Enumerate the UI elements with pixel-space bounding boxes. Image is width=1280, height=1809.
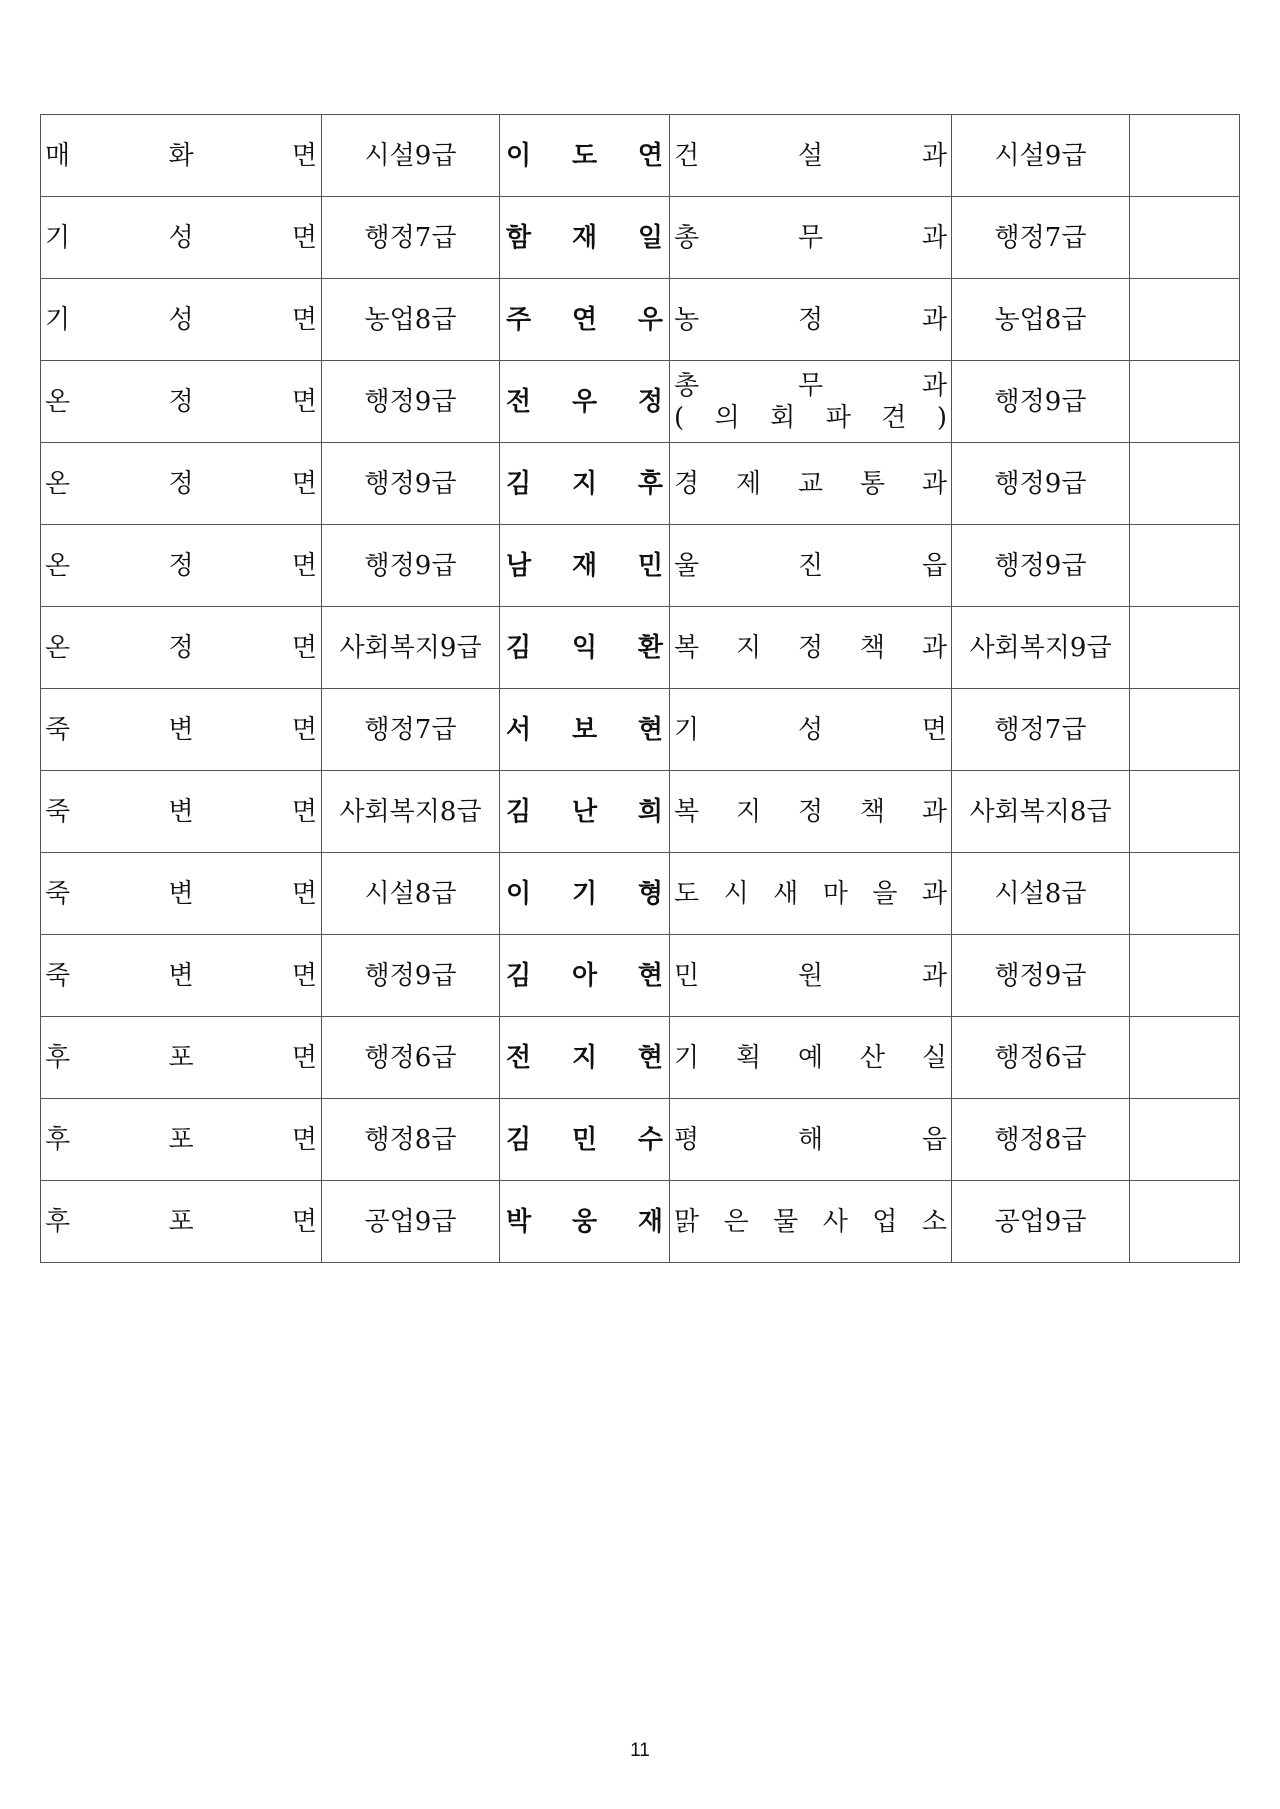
to-office	[674, 140, 947, 172]
from-office-char: 성	[168, 304, 194, 335]
to-office-char: 맑	[674, 1206, 700, 1237]
from-office-cell	[41, 853, 322, 935]
from-office-char: 죽	[45, 714, 71, 745]
to-office-char: 지	[735, 796, 762, 827]
from-office-char: 기	[45, 304, 71, 335]
employee-name	[504, 304, 665, 336]
to-office-char: 지	[735, 632, 762, 663]
employee-name-char: 현	[637, 960, 663, 991]
to-grade-cell: 사회복지8급	[952, 771, 1130, 853]
to-office	[674, 714, 947, 746]
from-office-char: 변	[168, 796, 194, 827]
to-office-char: 과	[921, 370, 947, 401]
employee-name-char: 전	[506, 1042, 532, 1073]
employee-name	[504, 140, 665, 172]
from-office-char: 포	[168, 1206, 194, 1237]
employee-name-char: 희	[637, 796, 663, 827]
to-office-char: 정	[797, 632, 824, 663]
to-office-char: 민	[674, 960, 700, 991]
from-office	[45, 714, 317, 746]
remark-cell	[1130, 1181, 1240, 1263]
to-office-char: 경	[674, 468, 700, 499]
remark-cell	[1130, 115, 1240, 197]
from-office-char: 죽	[45, 878, 71, 909]
to-office-char: 읍	[921, 550, 947, 581]
employee-name-char: 서	[506, 714, 532, 745]
to-office-char: 실	[921, 1042, 947, 1073]
to-office-char: 복	[674, 796, 700, 827]
from-office	[45, 632, 317, 664]
remark-cell	[1130, 935, 1240, 1017]
to-office-char: 설	[797, 140, 824, 171]
to-office-char: 진	[797, 550, 824, 581]
employee-name-char: 김	[506, 796, 532, 827]
employee-name	[504, 878, 665, 910]
remark-cell	[1130, 689, 1240, 771]
employee-name-char: 민	[571, 1124, 598, 1155]
to-office-note-char: 파	[825, 402, 851, 433]
to-office-cell	[670, 361, 952, 443]
from-office-char: 정	[168, 632, 194, 663]
from-office	[45, 468, 317, 500]
from-office-char: 온	[45, 468, 71, 499]
to-office-note-char: 의	[714, 402, 740, 433]
from-office	[45, 796, 317, 828]
to-office-char: 책	[859, 796, 886, 827]
employee-name-cell	[500, 853, 670, 935]
from-office-char: 면	[291, 1124, 317, 1155]
from-office-char: 변	[168, 714, 194, 745]
to-office-char: 기	[674, 714, 700, 745]
to-office-char: 물	[773, 1206, 799, 1237]
from-office-cell	[41, 771, 322, 853]
employee-name-char: 민	[637, 550, 663, 581]
table-row	[41, 771, 1240, 853]
employee-name	[504, 960, 665, 992]
to-office-char: 해	[797, 1124, 824, 1155]
to-office	[674, 960, 947, 992]
to-office-char: 총	[674, 222, 700, 253]
from-office-cell	[41, 1017, 322, 1099]
table-body	[41, 115, 1240, 1263]
from-office-char: 온	[45, 632, 71, 663]
to-office-char: 업	[872, 1206, 898, 1237]
employee-name	[504, 222, 665, 254]
table-row	[41, 935, 1240, 1017]
to-office-char: 건	[674, 140, 700, 171]
to-grade-cell: 행정6급	[952, 1017, 1130, 1099]
employee-name-cell	[500, 1181, 670, 1263]
from-office-char: 면	[291, 878, 317, 909]
table-row	[41, 197, 1240, 279]
from-office-cell	[41, 279, 322, 361]
to-office-char: 과	[921, 878, 947, 909]
from-office-char: 온	[45, 386, 71, 417]
to-office-char: 마	[822, 878, 848, 909]
to-office-note-char: (	[674, 402, 685, 433]
to-grade-cell: 행정9급	[952, 443, 1130, 525]
from-office-char: 면	[291, 714, 317, 745]
from-office-char: 면	[291, 1042, 317, 1073]
to-grade-cell: 행정8급	[952, 1099, 1130, 1181]
from-office-char: 면	[291, 632, 317, 663]
from-office	[45, 1124, 317, 1156]
to-office-cell	[670, 853, 952, 935]
to-office-char: 은	[723, 1206, 749, 1237]
employee-name-char: 박	[506, 1206, 532, 1237]
to-office-char: 농	[674, 304, 700, 335]
from-grade-cell: 행정7급	[322, 197, 500, 279]
to-office-cell	[670, 443, 952, 525]
employee-name-char: 형	[637, 878, 663, 909]
remark-cell	[1130, 771, 1240, 853]
employee-name	[504, 1206, 665, 1238]
employee-name-cell	[500, 115, 670, 197]
from-office	[45, 960, 317, 992]
to-office-cell	[670, 115, 952, 197]
table-row	[41, 1017, 1240, 1099]
to-office	[674, 1124, 947, 1156]
from-office	[45, 222, 317, 254]
employee-name-cell	[500, 689, 670, 771]
employee-name-char: 남	[506, 550, 532, 581]
from-grade-cell: 공업9급	[322, 1181, 500, 1263]
from-grade-cell: 행정9급	[322, 443, 500, 525]
employee-name-char: 보	[571, 714, 598, 745]
to-office-char: 과	[921, 960, 947, 991]
to-office-note-char: )	[936, 402, 947, 433]
from-office-char: 변	[168, 878, 194, 909]
employee-name-char: 기	[571, 878, 598, 909]
remark-cell	[1130, 443, 1240, 525]
to-office-char: 복	[674, 632, 700, 663]
to-office	[674, 1042, 947, 1074]
to-office-char: 평	[674, 1124, 700, 1155]
employee-name-cell	[500, 771, 670, 853]
employee-name-cell	[500, 279, 670, 361]
employee-name-char: 김	[506, 632, 532, 663]
from-office-char: 죽	[45, 960, 71, 991]
remark-cell	[1130, 853, 1240, 935]
to-office-note-char: 회	[770, 402, 796, 433]
employee-name-cell	[500, 525, 670, 607]
employee-name	[504, 1124, 665, 1156]
to-office-char: 통	[859, 468, 886, 499]
to-office	[674, 796, 947, 828]
to-office-cell	[670, 935, 952, 1017]
employee-name-char: 함	[506, 222, 532, 253]
to-office-char: 기	[674, 1042, 700, 1073]
from-office	[45, 1042, 317, 1074]
from-grade-cell: 행정9급	[322, 935, 500, 1017]
to-grade-cell: 시설8급	[952, 853, 1130, 935]
to-office-char: 을	[872, 878, 898, 909]
from-office-char: 면	[291, 140, 317, 171]
employee-name-char: 웅	[571, 1206, 598, 1237]
employee-name-char: 연	[637, 140, 663, 171]
from-grade-cell: 사회복지8급	[322, 771, 500, 853]
from-grade-cell: 행정7급	[322, 689, 500, 771]
to-office-char: 과	[921, 796, 947, 827]
to-office-char: 울	[674, 550, 700, 581]
from-office-cell	[41, 689, 322, 771]
employee-name	[504, 632, 665, 664]
to-office-char: 제	[735, 468, 762, 499]
to-office-char: 교	[797, 468, 824, 499]
remark-cell	[1130, 361, 1240, 443]
employee-name-cell	[500, 935, 670, 1017]
from-office-char: 죽	[45, 796, 71, 827]
employee-name-char: 익	[571, 632, 598, 663]
employee-name	[504, 714, 665, 746]
from-office-char: 포	[168, 1124, 194, 1155]
employee-name-char: 수	[637, 1124, 663, 1155]
to-office-char: 과	[921, 222, 947, 253]
employee-name-char: 현	[637, 714, 663, 745]
to-grade-cell: 공업9급	[952, 1181, 1130, 1263]
employee-name-char: 지	[571, 1042, 598, 1073]
to-office-char: 도	[674, 878, 700, 909]
from-grade-cell: 사회복지9급	[322, 607, 500, 689]
employee-name-char: 정	[637, 386, 663, 417]
from-office-char: 매	[45, 140, 71, 171]
to-office-stack	[674, 370, 947, 434]
employee-name	[504, 386, 665, 418]
to-office-cell	[670, 525, 952, 607]
employee-name-char: 지	[571, 468, 598, 499]
to-office-cell	[670, 607, 952, 689]
from-office	[45, 550, 317, 582]
table-row	[41, 689, 1240, 771]
from-office	[45, 386, 317, 418]
personnel-transfer-table	[40, 114, 1240, 1263]
from-office-cell	[41, 607, 322, 689]
from-office-cell	[41, 115, 322, 197]
from-grade-cell: 시설9급	[322, 115, 500, 197]
table-row	[41, 1181, 1240, 1263]
to-office-char: 획	[735, 1042, 762, 1073]
to-office-char: 정	[797, 304, 824, 335]
to-office-cell	[670, 1017, 952, 1099]
to-office-char: 정	[797, 796, 824, 827]
to-office-char: 과	[921, 140, 947, 171]
to-office-char: 사	[822, 1206, 848, 1237]
to-office-char: 예	[797, 1042, 824, 1073]
from-office-char: 면	[291, 386, 317, 417]
remark-cell	[1130, 1099, 1240, 1181]
remark-cell	[1130, 279, 1240, 361]
from-office-char: 온	[45, 550, 71, 581]
to-office-char: 과	[921, 632, 947, 663]
to-office-cell	[670, 279, 952, 361]
employee-name-char: 김	[506, 468, 532, 499]
to-office-char: 시	[723, 878, 749, 909]
from-office-cell	[41, 361, 322, 443]
employee-name-char: 이	[506, 878, 532, 909]
employee-name-char: 김	[506, 1124, 532, 1155]
table-row	[41, 279, 1240, 361]
employee-name-char: 연	[571, 304, 598, 335]
from-office	[45, 304, 317, 336]
from-office-char: 면	[291, 796, 317, 827]
to-office-char: 과	[921, 304, 947, 335]
to-grade-cell: 행정7급	[952, 197, 1130, 279]
to-office-char: 무	[797, 222, 824, 253]
employee-name-char: 현	[637, 1042, 663, 1073]
from-office-char: 후	[45, 1124, 71, 1155]
from-office-char: 면	[291, 304, 317, 335]
employee-name	[504, 796, 665, 828]
employee-name-char: 전	[506, 386, 532, 417]
from-office	[45, 1206, 317, 1238]
to-office-char: 새	[773, 878, 799, 909]
from-office-char: 포	[168, 1042, 194, 1073]
to-office	[674, 370, 947, 402]
to-office	[674, 632, 947, 664]
employee-name-cell	[500, 1017, 670, 1099]
from-office-char: 정	[168, 386, 194, 417]
to-office-cell	[670, 197, 952, 279]
employee-name-cell	[500, 1099, 670, 1181]
from-office-char: 화	[168, 140, 194, 171]
from-office-cell	[41, 197, 322, 279]
to-office-char: 산	[859, 1042, 886, 1073]
employee-name-cell	[500, 197, 670, 279]
page-number: 11	[630, 1740, 650, 1761]
from-office-char: 면	[291, 1206, 317, 1237]
to-office-cell	[670, 771, 952, 853]
remark-cell	[1130, 607, 1240, 689]
from-office-cell	[41, 1099, 322, 1181]
table-row	[41, 115, 1240, 197]
employee-name-char: 도	[571, 140, 598, 171]
to-office	[674, 304, 947, 336]
employee-name	[504, 1042, 665, 1074]
to-office-char: 면	[921, 714, 947, 745]
from-office-char: 면	[291, 550, 317, 581]
to-grade-cell: 농업8급	[952, 279, 1130, 361]
remark-cell	[1130, 1017, 1240, 1099]
to-office-cell	[670, 1099, 952, 1181]
employee-name	[504, 550, 665, 582]
remark-cell	[1130, 525, 1240, 607]
from-office-char: 성	[168, 222, 194, 253]
to-grade-cell: 시설9급	[952, 115, 1130, 197]
employee-name-char: 난	[571, 796, 598, 827]
table-row	[41, 1099, 1240, 1181]
employee-name-char: 환	[637, 632, 663, 663]
employee-name-cell	[500, 607, 670, 689]
from-office-char: 후	[45, 1042, 71, 1073]
to-office-char: 읍	[921, 1124, 947, 1155]
to-grade-cell: 사회복지9급	[952, 607, 1130, 689]
to-office-char: 책	[859, 632, 886, 663]
from-office-char: 기	[45, 222, 71, 253]
to-office	[674, 878, 947, 910]
table-row	[41, 443, 1240, 525]
employee-name-char: 우	[571, 386, 598, 417]
to-office-char: 과	[921, 468, 947, 499]
to-office	[674, 1206, 947, 1238]
table-row	[41, 361, 1240, 443]
to-office-cell	[670, 689, 952, 771]
from-grade-cell: 농업8급	[322, 279, 500, 361]
to-office-char: 소	[921, 1206, 947, 1237]
from-office-char: 변	[168, 960, 194, 991]
to-office	[674, 468, 947, 500]
to-office-note-char: 견	[881, 402, 907, 433]
table-row	[41, 853, 1240, 935]
from-office	[45, 878, 317, 910]
from-grade-cell: 시설8급	[322, 853, 500, 935]
to-office-char: 총	[674, 370, 700, 401]
to-office	[674, 550, 947, 582]
employee-name-cell	[500, 361, 670, 443]
employee-name-cell	[500, 443, 670, 525]
employee-name-char: 재	[571, 222, 598, 253]
from-office-char: 면	[291, 222, 317, 253]
from-office	[45, 140, 317, 172]
from-office-cell	[41, 525, 322, 607]
remark-cell	[1130, 197, 1240, 279]
employee-name-char: 재	[637, 1206, 663, 1237]
to-office-cell	[670, 1181, 952, 1263]
employee-name-char: 아	[571, 960, 598, 991]
from-office-cell	[41, 1181, 322, 1263]
to-office-char: 무	[797, 370, 824, 401]
employee-name-char: 우	[637, 304, 663, 335]
to-office-char: 성	[797, 714, 824, 745]
table-row	[41, 525, 1240, 607]
from-office-cell	[41, 935, 322, 1017]
to-office-note	[674, 402, 947, 434]
to-office	[674, 222, 947, 254]
from-office-char: 후	[45, 1206, 71, 1237]
employee-name-char: 이	[506, 140, 532, 171]
from-grade-cell: 행정6급	[322, 1017, 500, 1099]
from-grade-cell: 행정8급	[322, 1099, 500, 1181]
to-grade-cell: 행정9급	[952, 935, 1130, 1017]
from-office-char: 면	[291, 960, 317, 991]
employee-name-char: 주	[506, 304, 532, 335]
from-office-char: 면	[291, 468, 317, 499]
from-office-char: 정	[168, 468, 194, 499]
to-grade-cell: 행정7급	[952, 689, 1130, 771]
to-grade-cell: 행정9급	[952, 525, 1130, 607]
to-grade-cell: 행정9급	[952, 361, 1130, 443]
from-office-cell	[41, 443, 322, 525]
to-office-char: 원	[797, 960, 824, 991]
from-grade-cell: 행정9급	[322, 525, 500, 607]
employee-name-char: 일	[637, 222, 663, 253]
employee-name	[504, 468, 665, 500]
from-office-char: 정	[168, 550, 194, 581]
employee-name-char: 후	[637, 468, 663, 499]
employee-name-char: 재	[571, 550, 598, 581]
from-grade-cell: 행정9급	[322, 361, 500, 443]
employee-name-char: 김	[506, 960, 532, 991]
table-row	[41, 607, 1240, 689]
